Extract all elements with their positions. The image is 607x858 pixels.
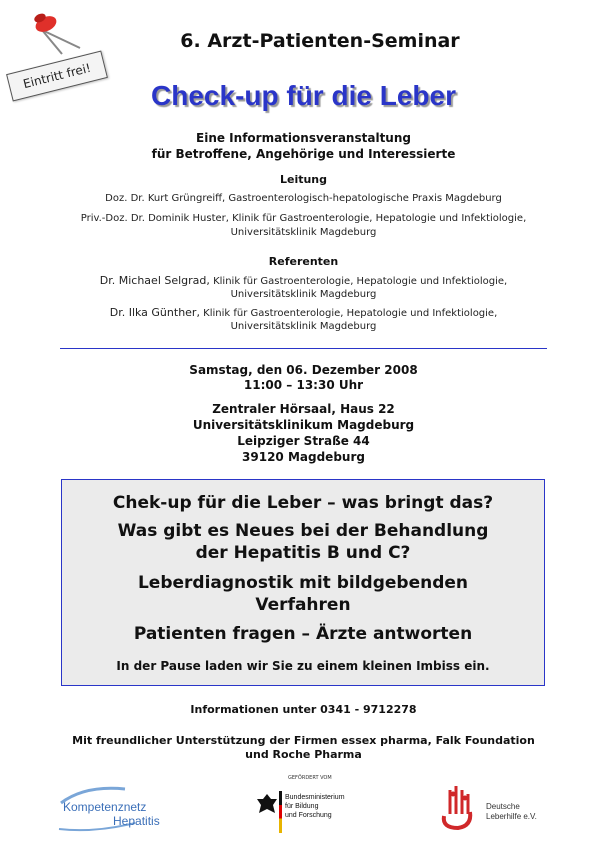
subtitle-line-2: für Betroffene, Angehörige und Interessierte	[151, 147, 456, 161]
info-phone: Informationen unter 0341 - 9712278	[190, 703, 417, 716]
topic-3-line-1: Leberdiagnostik mit bildgebenden	[137, 573, 469, 593]
event-time: 11:00 – 13:30 Uhr	[243, 378, 364, 392]
referent-2-line-2: Universitätsklinik Magdeburg	[230, 321, 377, 332]
subtitle-line-1: Eine Informationsveranstaltung	[196, 131, 411, 145]
topic-2-line-1: Was gibt es Neues bei der Behandlung	[117, 521, 489, 541]
kompetenz-text-1: Kompetenznetz	[63, 800, 147, 814]
event-date: Samstag, den 06. Dezember 2008	[189, 363, 418, 377]
venue-line-1: Zentraler Hörsaal, Haus 22	[212, 402, 395, 416]
flag-bar	[279, 791, 282, 833]
topic-1: Chek-up für die Leber – was bringt das?	[112, 493, 494, 513]
referent-2-name: Dr. Ilka Günther,	[109, 306, 200, 319]
topic-3-line-2: Verfahren	[255, 595, 351, 615]
free-entry-note: Eintritt frei!	[6, 51, 108, 102]
venue-line-2: Universitätsklinikum Magdeburg	[192, 418, 415, 432]
leberhilfe-logo	[438, 782, 548, 832]
topic-2-line-2: der Hepatitis B und C?	[195, 543, 411, 563]
pushpin-icon	[28, 8, 84, 60]
support-line-2: und Roche Pharma	[245, 748, 362, 761]
leitung-person-1: Doz. Dr. Kurt Grüngreiff, Gastroenterologisch-hepatologische Praxis Magdeburg	[105, 193, 502, 204]
referent-2-affiliation: Klinik für Gastroenterologie, Hepatologie und Infektiologie,	[199, 308, 498, 319]
referent-1	[0, 274, 607, 289]
bmbf-text-1: Bundesministerium	[285, 794, 345, 801]
venue-line-4: 39120 Magdeburg	[242, 450, 365, 464]
bmbf-text-3: und Forschung	[285, 812, 332, 819]
leberhilfe-text-1: Deutsche	[486, 802, 520, 811]
topic-4: Patienten fragen – Ärzte antworten	[133, 624, 473, 644]
seminar-number: 6. Arzt-Patienten-Seminar	[180, 30, 460, 52]
referent-1-name: Dr. Michael Selgrad,	[99, 274, 210, 287]
referent-1-line-2: Universitätsklinik Magdeburg	[230, 289, 377, 300]
pause-note: In der Pause laden wir Sie zu einem kleinen Imbiss ein.	[116, 659, 490, 673]
kompetenz-text-2: Hepatitis	[113, 814, 160, 828]
bmbf-small-text: GEFÖRDERT VOM	[288, 775, 332, 781]
referent-2	[0, 306, 607, 321]
eagle-icon	[255, 791, 279, 821]
divider	[60, 348, 547, 349]
leitung-person-2-line-1: Priv.-Doz. Dr. Dominik Huster, Klinik für Gastroenterologie, Hepatologie und Infektiologie,	[80, 213, 527, 224]
venue-line-3: Leipziger Straße 44	[237, 434, 370, 448]
topics-box	[61, 479, 545, 686]
leberhilfe-emblem-icon	[438, 782, 478, 832]
support-line-1: Mit freundlicher Unterstützung der Firmen essex pharma, Falk Foundation	[72, 734, 535, 747]
kompetenznetz-hepatitis-logo	[55, 783, 175, 833]
referenten-heading: Referenten	[268, 255, 339, 268]
referent-1-affiliation: Klinik für Gastroenterologie, Hepatologie und Infektiologie,	[209, 276, 508, 287]
bmbf-logo	[255, 775, 375, 835]
bmbf-text-2: für Bildung	[285, 803, 319, 810]
page-title: Check-up für die Leber	[151, 80, 456, 111]
leberhilfe-text-2: Leberhilfe e.V.	[486, 812, 537, 821]
leitung-heading: Leitung	[279, 173, 328, 186]
leitung-person-2-line-2: Universitätsklinik Magdeburg	[230, 227, 377, 238]
